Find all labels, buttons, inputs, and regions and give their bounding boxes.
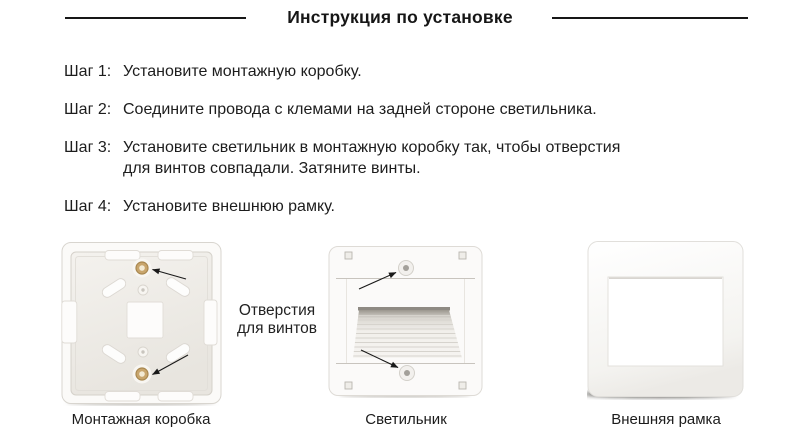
step-row-1 <box>64 61 724 82</box>
fixture-louver-ledge <box>358 307 450 311</box>
step-2-number: Шаг 2: <box>64 101 112 118</box>
light-fixture-caption: Светильник <box>365 411 447 428</box>
mounting-box-figure <box>61 242 222 406</box>
light-fixture-illustration <box>328 246 483 398</box>
outer-frame-illustration <box>587 241 744 400</box>
screw-holes-annotation <box>227 302 327 337</box>
title-rule-right <box>552 17 748 19</box>
screw-holes-annotation-line2: для винтов <box>236 319 318 337</box>
box-screw-hole-top <box>133 259 152 278</box>
box-center-knockout <box>127 302 163 338</box>
step-1-text: Установите монтажную коробку. <box>123 63 362 80</box>
outer-frame-caption: Внешняя рамка <box>611 411 721 428</box>
step-4-number: Шаг 4: <box>64 198 112 215</box>
step-row-3 <box>64 137 724 179</box>
frame-opening <box>608 277 723 366</box>
step-3-number: Шаг 3: <box>64 139 112 156</box>
step-row-4 <box>64 196 724 217</box>
mounting-box-illustration <box>61 242 222 406</box>
step-1-number: Шаг 1: <box>64 63 112 80</box>
step-2-text: Соедините провода с клемами на задней стороне светильника. <box>123 101 597 118</box>
light-fixture-figure <box>328 246 483 398</box>
mounting-box-caption: Монтажная коробка <box>71 411 211 428</box>
step-row-2 <box>64 99 724 120</box>
step-4-text: Установите внешнюю рамку. <box>123 198 335 215</box>
step-3-text: Установите светильник в монтажную коробку так, чтобы отверстия для винтов совпадали. Затяните винты. <box>123 139 621 177</box>
page-title: Инструкция по установке <box>287 7 513 27</box>
box-screw-hole-bottom <box>133 365 152 384</box>
fixture-louver-shade <box>350 310 465 358</box>
fixture-screw-hole-top <box>399 261 414 276</box>
steps-list <box>64 61 724 234</box>
fixture-screw-hole-bottom <box>400 366 415 381</box>
screw-holes-annotation-line1: Отверстия <box>238 302 316 319</box>
outer-frame-figure <box>587 241 744 400</box>
